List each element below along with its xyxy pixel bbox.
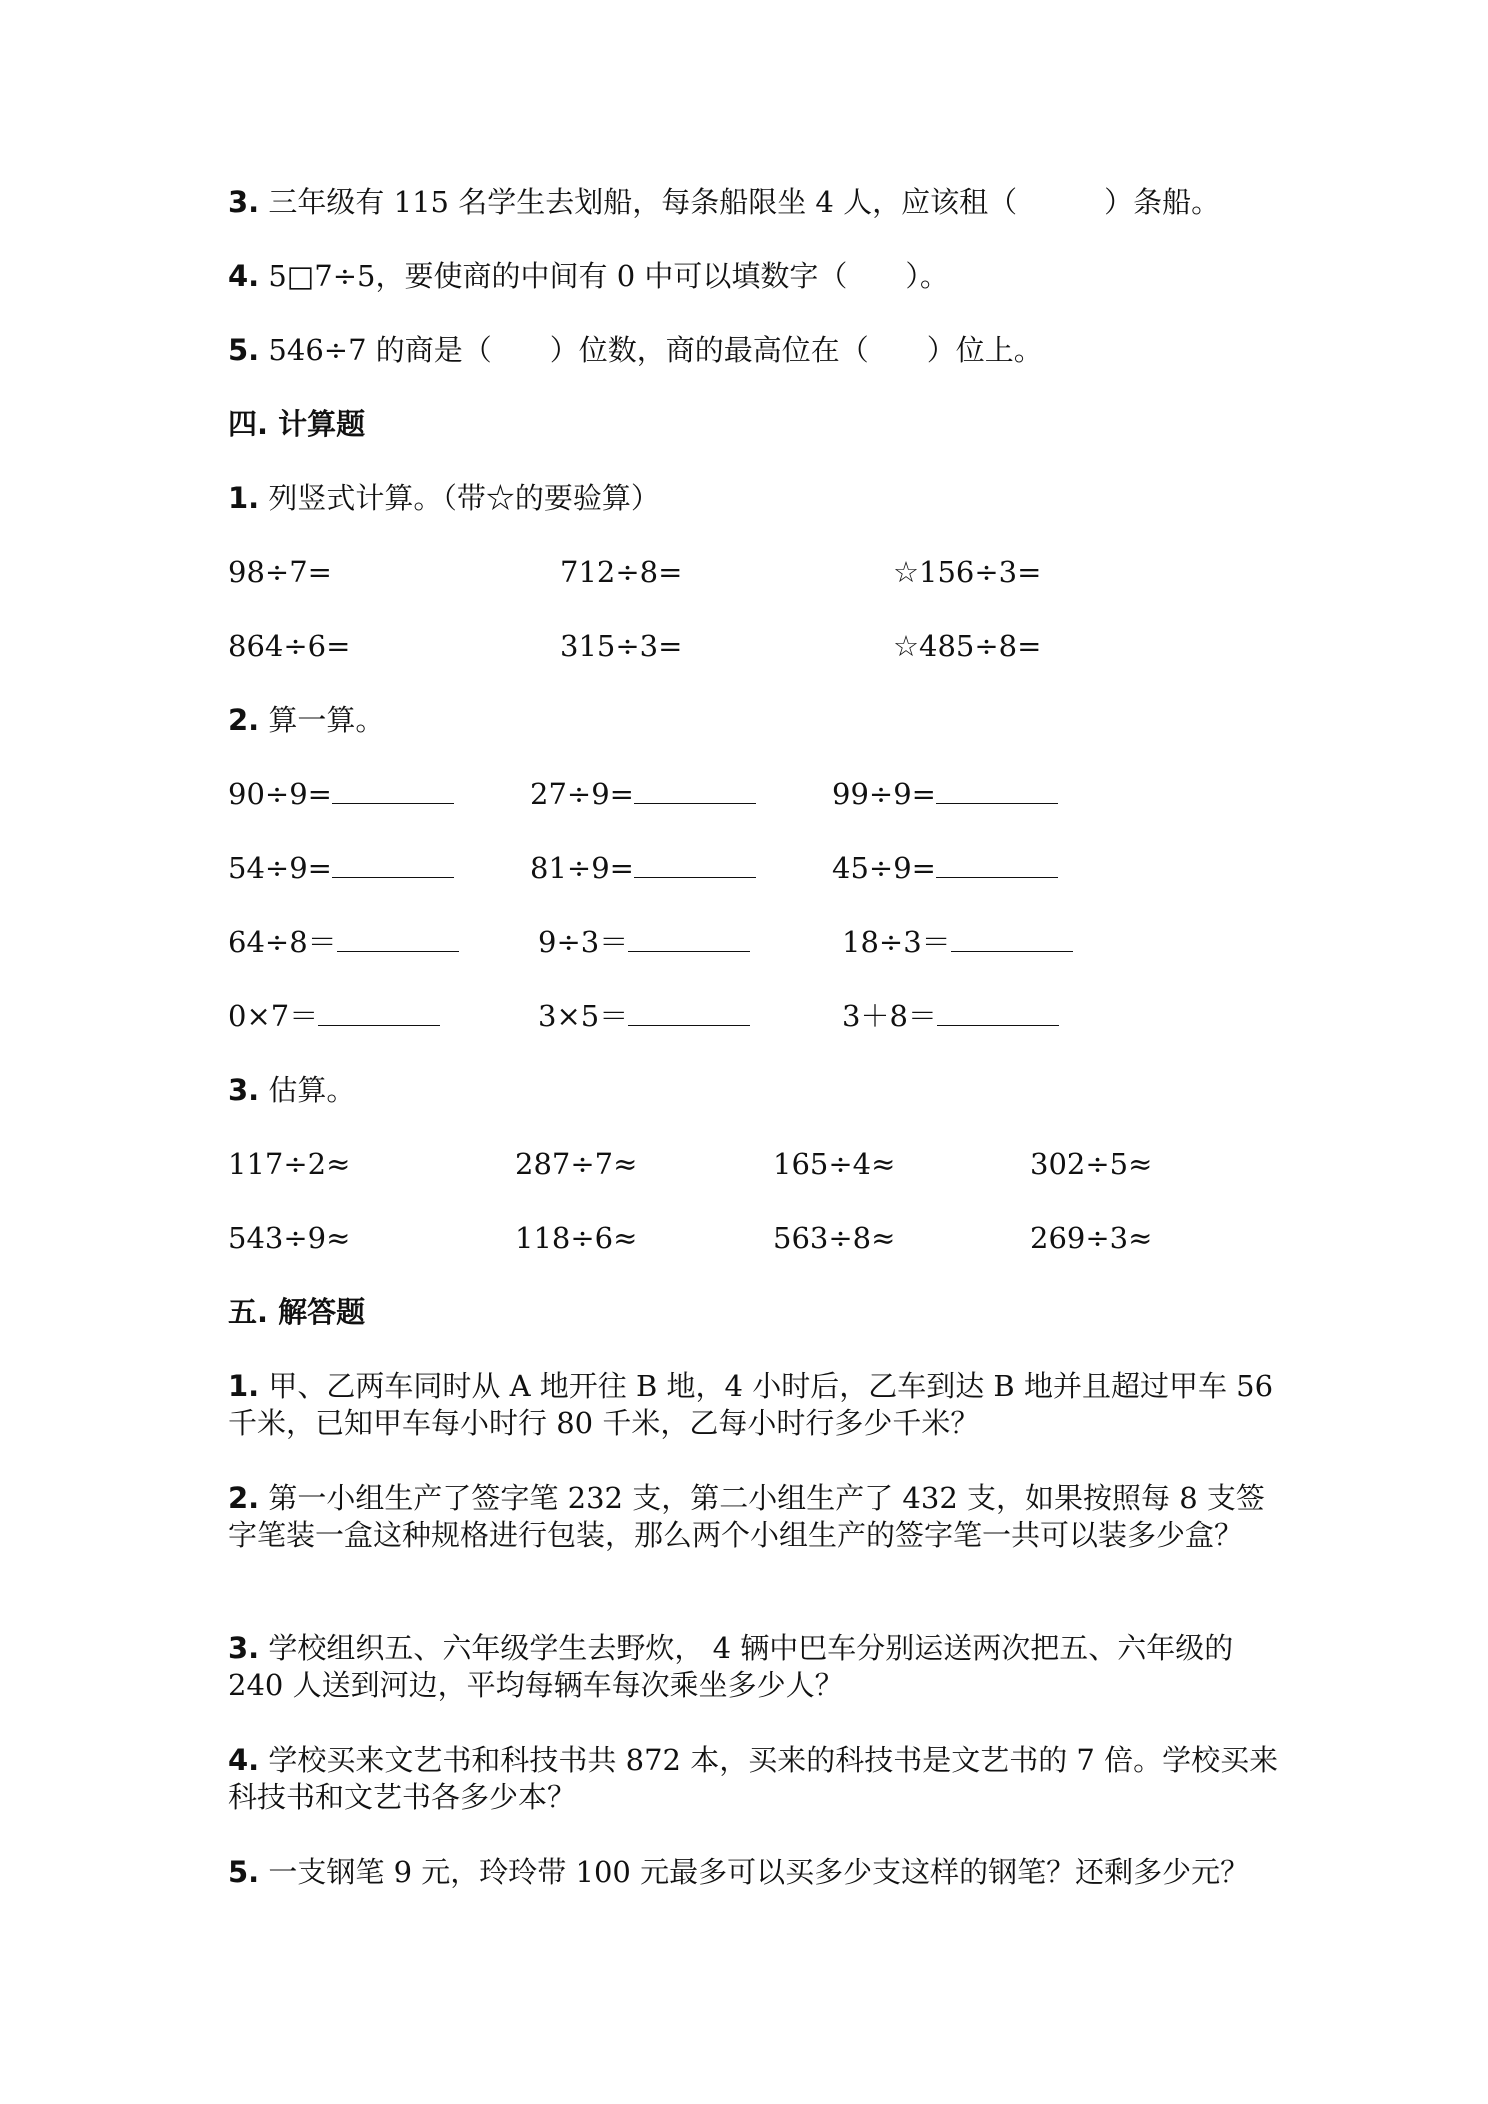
expression-with-blank	[832, 774, 1058, 814]
fill-question-4	[228, 256, 949, 296]
question-text: 一支钢笔 9 元，玲玲带 100 元最多可以买多少支这样的钢笔？还剩多少元？	[268, 1855, 1250, 1889]
word-problem-2	[228, 1480, 1288, 1554]
expression-with-blank	[842, 996, 1059, 1036]
question-text: 第一小组生产了签字笔 232 支，第二小组生产了 432 支，如果按照每 8 支签字笔装一盒这种规格进行包装，那么两个小组生产的签字笔一共可以装多少盒？	[228, 1481, 1265, 1552]
calc-problem-3	[228, 1070, 355, 1110]
expression: 3×5＝	[538, 999, 629, 1033]
question-number: 3.	[228, 1073, 260, 1107]
answer-blank[interactable]	[628, 923, 750, 952]
word-problem-1	[228, 1368, 1288, 1442]
expression-with-blank	[530, 848, 756, 888]
answer-blank[interactable]	[937, 997, 1059, 1026]
question-text: 列竖式计算。（带☆的要验算）	[268, 481, 660, 515]
answer-blank[interactable]	[936, 775, 1058, 804]
question-number: 4.	[228, 259, 260, 293]
estimate-expression: 287÷7≈	[515, 1147, 638, 1181]
question-text: 甲、乙两车同时从 A 地开往 B 地，4 小时后，乙车到达 B 地并且超过甲车 56 千米，已知甲车每小时行 80 千米，乙每小时行多少千米？	[228, 1369, 1274, 1440]
estimate-expression: 117÷2≈	[228, 1147, 351, 1181]
answer-blank[interactable]	[634, 849, 756, 878]
word-problem-4	[228, 1742, 1288, 1816]
expression-with-blank	[228, 996, 440, 1036]
question-text: 学校买来文艺书和科技书共 872 本，买来的科技书是文艺书的 7 倍。学校买来科技书和文艺书各多少本？	[228, 1743, 1279, 1814]
expression: 712÷8=	[560, 555, 683, 589]
expression: 54÷9=	[228, 851, 332, 885]
expression: 9÷3＝	[538, 925, 629, 959]
expression: 99÷9=	[832, 777, 936, 811]
question-number: 1.	[228, 1369, 260, 1403]
question-number: 2.	[228, 703, 260, 737]
expression: 81÷9=	[530, 851, 634, 885]
answer-blank[interactable]	[634, 775, 756, 804]
expression: 3＋8＝	[842, 999, 937, 1033]
question-text: 估算。	[268, 1073, 356, 1107]
answer-blank[interactable]	[332, 775, 454, 804]
section-heading-calc: 四. 计算题	[228, 407, 366, 441]
question-number: 4.	[228, 1743, 260, 1777]
calc-problem-1	[228, 478, 660, 518]
expression: 0×7＝	[228, 999, 319, 1033]
estimate-expression: 543÷9≈	[228, 1221, 351, 1255]
expression: ☆156÷3=	[893, 555, 1042, 589]
expression: 90÷9=	[228, 777, 332, 811]
expression: 18÷3＝	[842, 925, 951, 959]
expression-with-blank	[228, 774, 454, 814]
section-heading-answer: 五. 解答题	[228, 1295, 366, 1329]
question-text: 5□7÷5，要使商的中间有 0 中可以填数字（ ）。	[268, 259, 949, 293]
estimate-expression: 269÷3≈	[1030, 1221, 1153, 1255]
fill-question-3	[228, 182, 1220, 222]
expression-with-blank	[228, 922, 459, 962]
question-text: 三年级有 115 名学生去划船，每条船限坐 4 人，应该租（ ）条船。	[268, 185, 1221, 219]
question-text: 546÷7 的商是（ ）位数，商的最高位在（ ）位上。	[268, 333, 1043, 367]
expression: 315÷3=	[560, 629, 683, 663]
expression: 27÷9=	[530, 777, 634, 811]
fill-question-5	[228, 330, 1043, 370]
expression-with-blank	[538, 922, 750, 962]
expression: 98÷7=	[228, 555, 332, 589]
estimate-expression: 563÷8≈	[773, 1221, 896, 1255]
word-problem-3	[228, 1630, 1288, 1704]
expression: 64÷8＝	[228, 925, 337, 959]
expression-with-blank	[530, 774, 756, 814]
question-number: 1.	[228, 481, 260, 515]
answer-blank[interactable]	[318, 997, 440, 1026]
expression: 864÷6=	[228, 629, 351, 663]
word-problem-5	[228, 1854, 1288, 1891]
expression-with-blank	[842, 922, 1073, 962]
question-number: 3.	[228, 1631, 260, 1665]
expression-with-blank	[228, 848, 454, 888]
question-number: 3.	[228, 185, 260, 219]
estimate-expression: 302÷5≈	[1030, 1147, 1153, 1181]
answer-blank[interactable]	[951, 923, 1073, 952]
question-text: 学校组织五、六年级学生去野炊， 4 辆中巴车分别运送两次把五、六年级的 240 人送到河边，平均每辆车每次乘坐多少人？	[228, 1631, 1234, 1702]
estimate-expression: 118÷6≈	[515, 1221, 638, 1255]
estimate-expression: 165÷4≈	[773, 1147, 896, 1181]
question-text: 算一算。	[268, 703, 385, 737]
answer-blank[interactable]	[936, 849, 1058, 878]
question-number: 5.	[228, 1855, 260, 1889]
expression: ☆485÷8=	[893, 629, 1042, 663]
answer-blank[interactable]	[332, 849, 454, 878]
answer-blank[interactable]	[337, 923, 459, 952]
answer-blank[interactable]	[628, 997, 750, 1026]
expression-with-blank	[538, 996, 750, 1036]
calc-problem-2	[228, 700, 384, 740]
question-number: 5.	[228, 333, 260, 367]
expression: 45÷9=	[832, 851, 936, 885]
expression-with-blank	[832, 848, 1058, 888]
question-number: 2.	[228, 1481, 260, 1515]
